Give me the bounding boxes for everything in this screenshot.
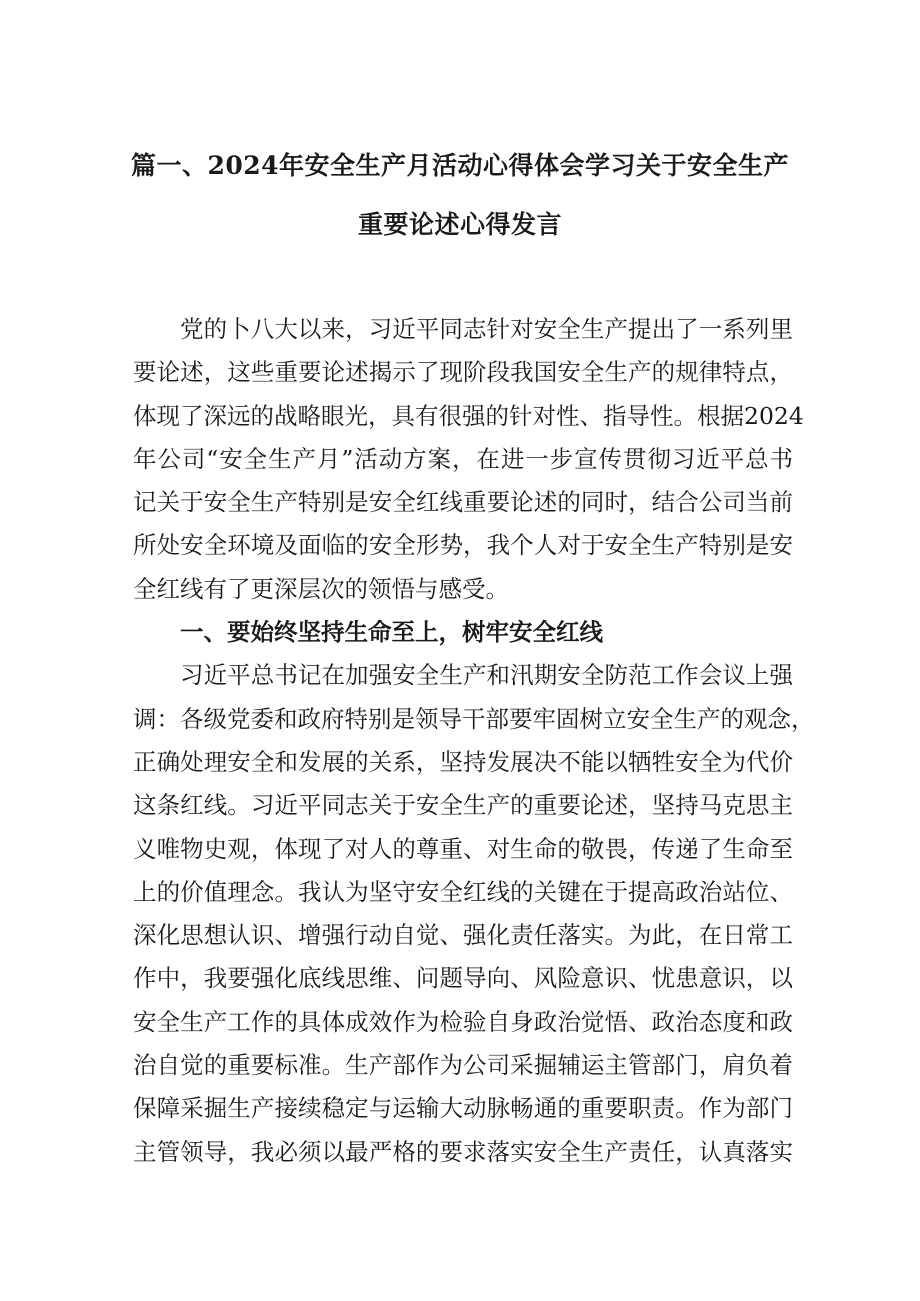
paragraph-line: 习近平总书记在加强安全生产和汛期安全防范工作会议上强: [180, 661, 793, 690]
paragraph-line: 要论述，这些重要论述揭示了现阶段我国安全生产的规律特点，: [133, 358, 793, 387]
paragraph-line: 体现了深远的战略眼光，具有很强的针对性、指导性。根据2024: [133, 401, 804, 430]
paragraph-line: 这条红线。习近平同志关于安全生产的重要论述，坚持马克思主: [133, 791, 793, 820]
paragraph-line: 记关于安全生产特别是安全红线重要论述的同时，结合公司当前: [133, 488, 793, 517]
paragraph-line: 保障采掘生产接续稳定与运输大动脉畅通的重要职责。作为部门: [133, 1094, 793, 1123]
paragraph-line: 正确处理安全和发展的关系，坚持发展决不能以牺牲安全为代价: [133, 747, 793, 776]
document-body: [133, 308, 815, 1174]
paragraph-line: 作中，我要强化底线思维、问题导向、风险意识、忧患意识，以: [133, 964, 793, 993]
paragraph-line: 全红线有了更深层次的领悟与感受。: [133, 574, 509, 603]
paragraph-line: 上的价值理念。我认为坚守安全红线的关键在于提高政治站位、: [133, 877, 793, 906]
section-heading: 一、要始终坚持生命至上，树牢安全红线: [180, 618, 603, 647]
paragraph-line: 安全生产工作的具体成效作为检验自身政治觉悟、政治态度和政: [133, 1007, 793, 1036]
paragraph-line: 年公司“安全生产月”活动方案，在进一步宣传贯彻习近平总书: [133, 444, 793, 473]
document-title-line-1: 篇一、2024年安全生产月活动心得体会学习关于安全生产: [130, 151, 790, 180]
paragraph-line: 党的卜八大以来，习近平同志针对安全生产提出了一系列里: [180, 315, 793, 343]
paragraph-intro: [133, 308, 804, 611]
paragraph-line: 治自觉的重要标准。生产部作为公司采掘辅运主管部门，肩负着: [133, 1051, 793, 1080]
paragraph-line: 主管领导，我必须以最严格的要求落实安全生产责任，认真落实: [133, 1137, 793, 1166]
document-title-line-2: 重要论述心得发言: [357, 210, 562, 239]
paragraph-line: 义唯物史观，体现了对人的尊重、对生命的敬畏，传递了生命至: [133, 834, 793, 863]
paragraph-line: 深化思想认识、增强行动自觉、强化责任落实。为此，在日常工: [133, 921, 793, 950]
paragraph-line: 所处安全环境及面临的安全形势，我个人对于安全生产特别是安: [133, 531, 793, 560]
paragraph-section-1: [133, 654, 815, 1174]
paragraph-line: 调：各级党委和政府特别是领导干部要牢固树立安全生产的观念，: [133, 704, 815, 733]
